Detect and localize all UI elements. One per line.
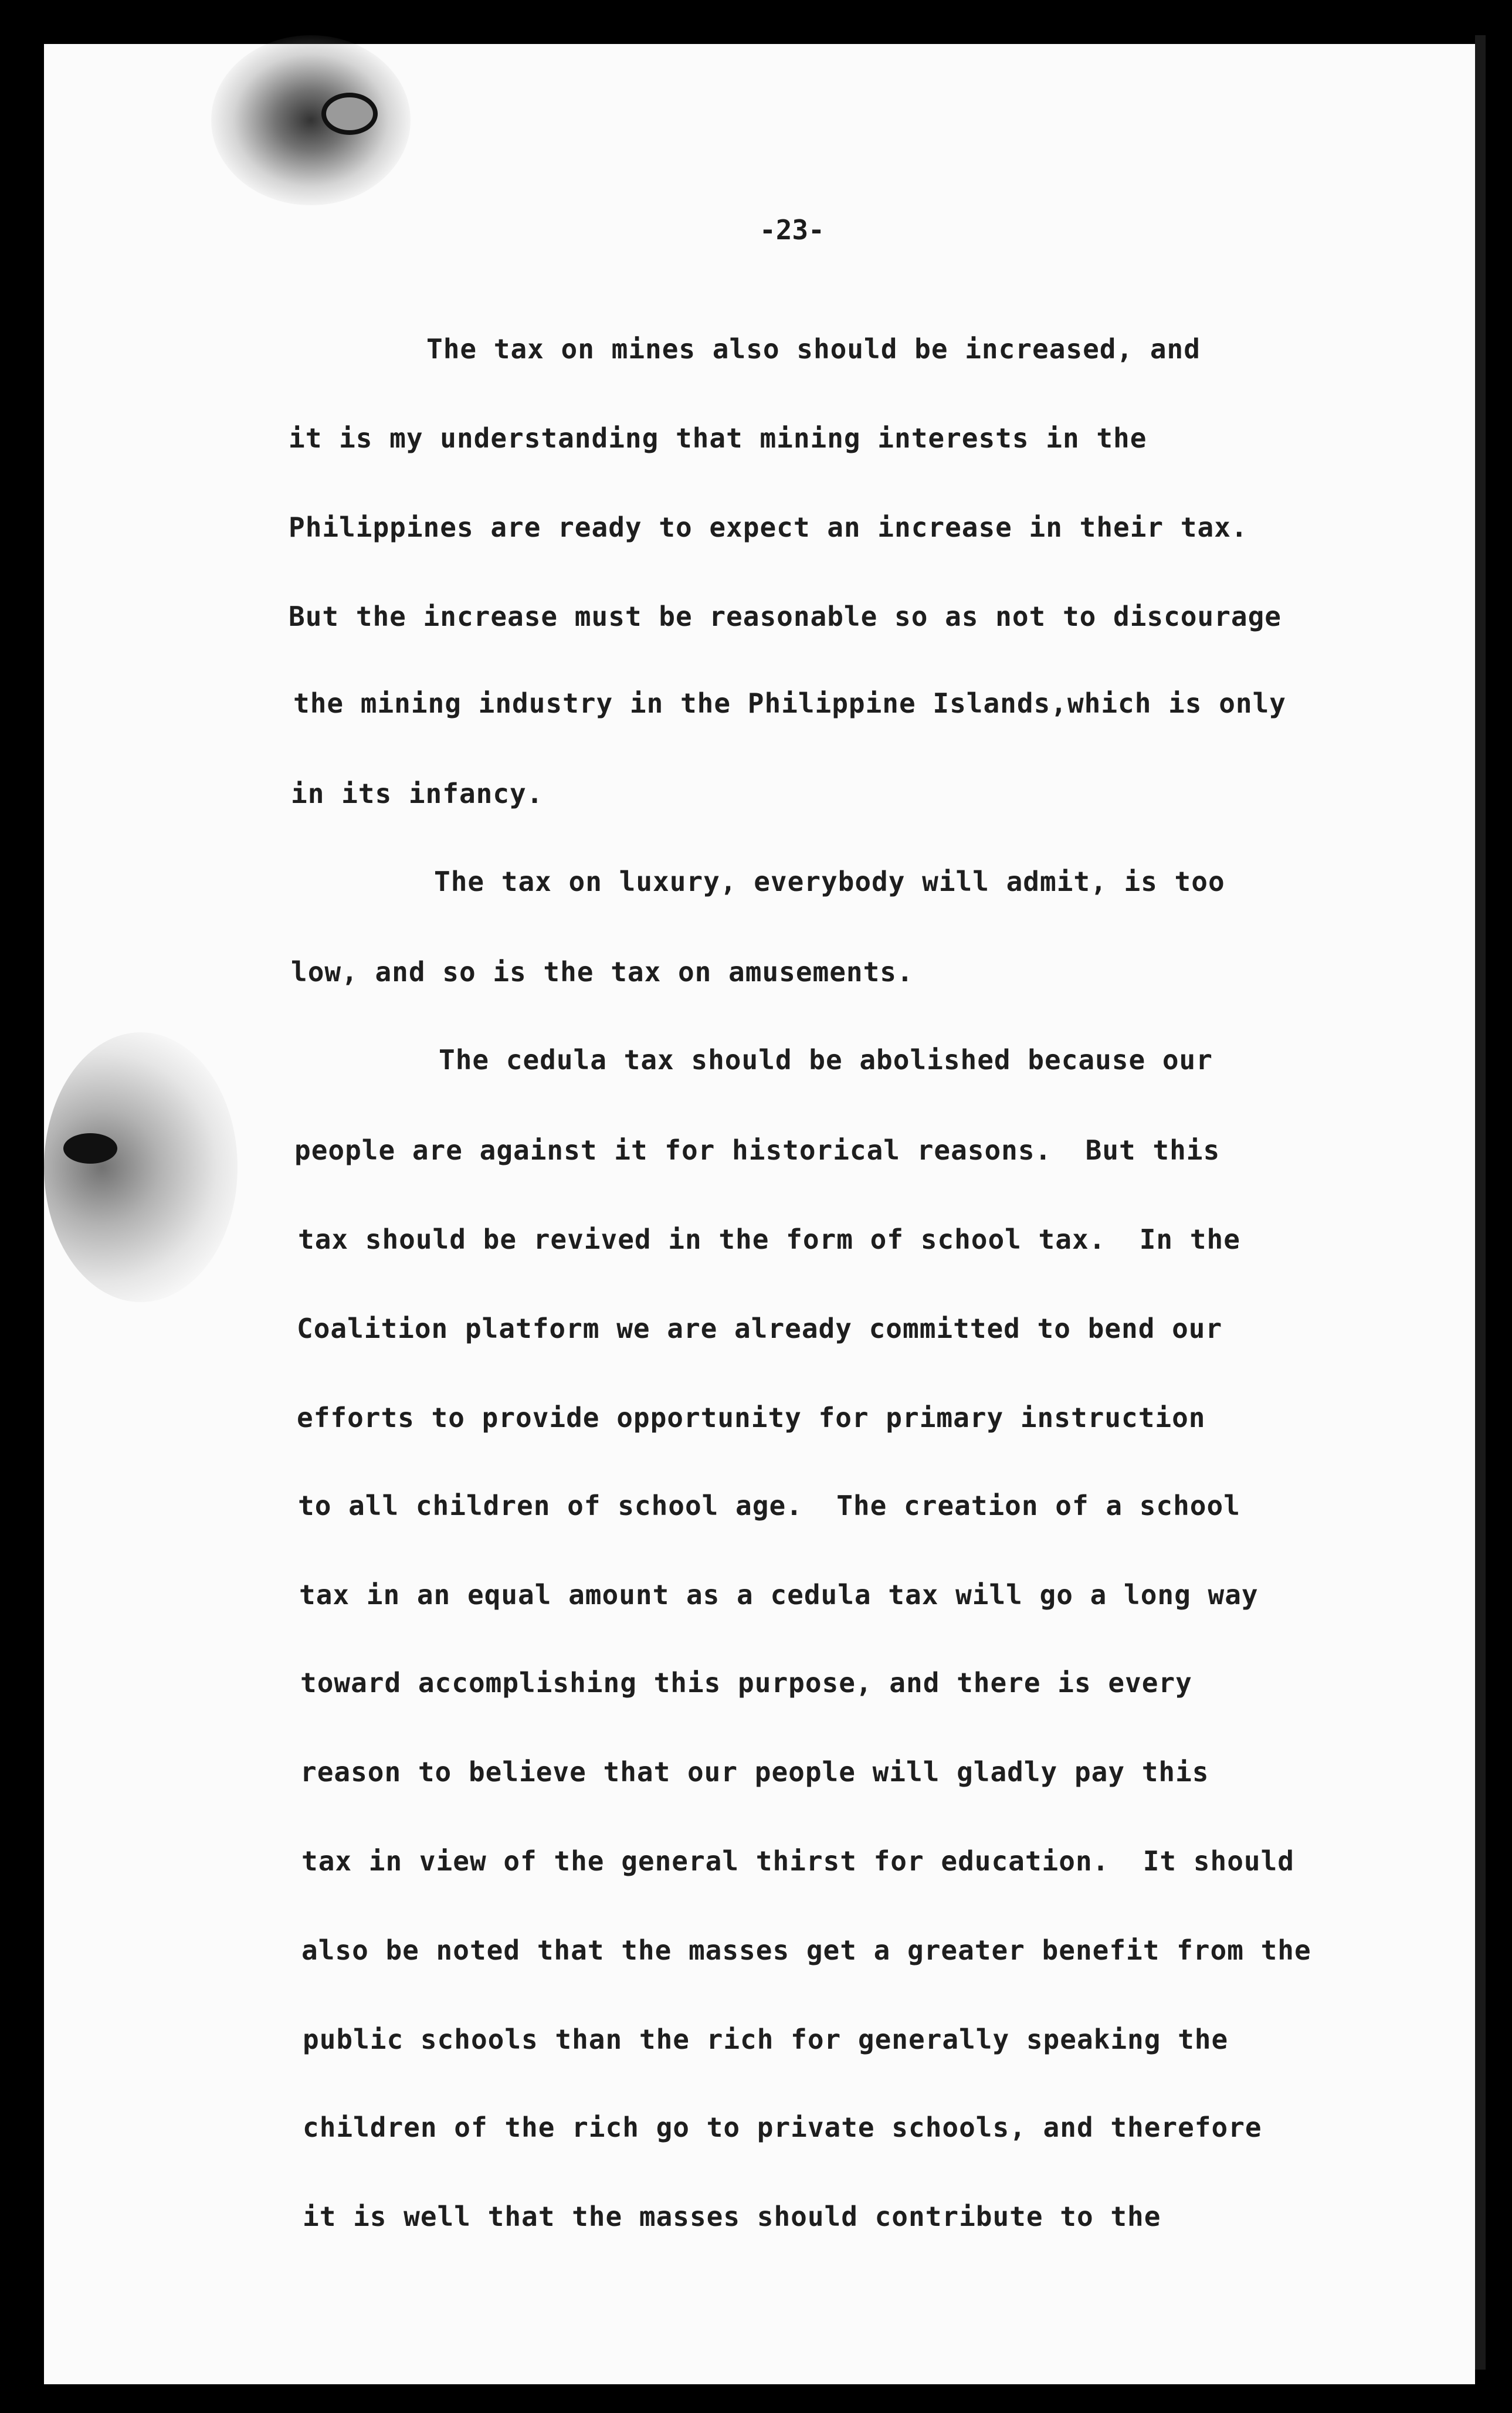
text-line: the mining industry in the Philippine Islands,which is only [293,687,1286,719]
text-line: to all children of school age. The creation of a school [298,1490,1240,1521]
text-line: tax should be revived in the form of school tax. In the [298,1224,1240,1255]
text-line: children of the rich go to private schools, and therefore [303,2112,1262,2143]
text-line: people are against it for historical reasons. But this [294,1134,1221,1166]
text-line: The cedula tax should be abolished because our [439,1044,1213,1076]
page-edge-shadow [1475,35,1486,2370]
text-line: in its infancy. [291,778,544,809]
text-line: Coalition platform we are already committed to bend our [297,1313,1223,1344]
text-line: The tax on mines also should be increased, and [426,333,1201,365]
text-line: toward accomplishing this purpose, and there is every [300,1667,1192,1699]
text-line: Philippines are ready to expect an increase in their tax. [289,511,1248,543]
text-line: reason to believe that our people will gladly pay this [300,1756,1209,1788]
text-line: low, and so is the tax on amusements. [291,956,914,988]
text-line: But the increase must be reasonable so as not to discourage [289,601,1282,632]
text-line: it is my understanding that mining interests in the [289,422,1147,454]
text-line: tax in an equal amount as a cedula tax will go a long way [299,1579,1259,1611]
text-line: public schools than the rich for generally speaking the [303,2024,1229,2055]
text-line: The tax on luxury, everybody will admit, is too [434,866,1225,897]
page-number: -23- [760,214,825,246]
text-line: efforts to provide opportunity for primary instruction [297,1402,1206,1433]
text-line: tax in view of the general thirst for education. It should [301,1845,1294,1877]
text-line: it is well that the masses should contribute to the [303,2201,1161,2232]
text-line: also be noted that the masses get a greater benefit from the [301,1934,1311,1966]
